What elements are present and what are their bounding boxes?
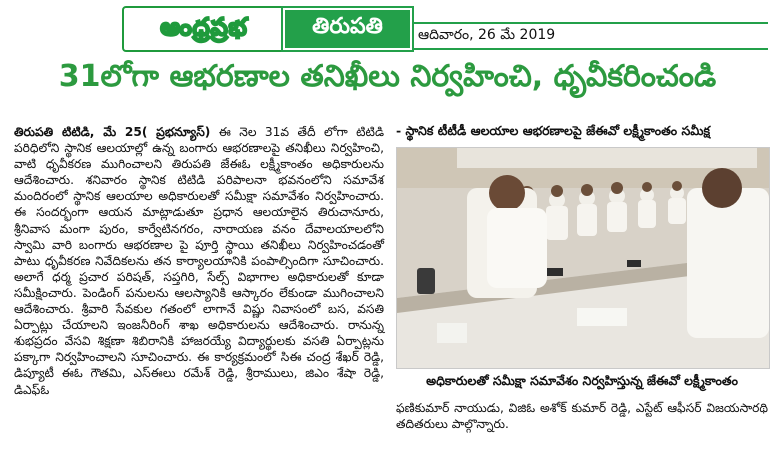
meeting-photo [396,147,770,369]
headline [0,52,775,108]
masthead [8,4,768,50]
photo-caption [396,369,768,395]
article-continuation: ఫణికుమార్ నాయుడు, విజిఓ అశోక్ కుమార్ రెడ్డి, ఎస్టేట్ ఆఫీసర్ విజయసారథి తదితరులు పాల్గొన్నారు. [396,401,768,432]
dateline: తిరుపతి టిటిడి, మే 25( ప్రభన్యూస్) [14,125,211,139]
photo-kicker: - స్థానిక టీటీడీ ఆలయాల ఆభరణాలపై జేఈవో లక్ష్మీకాంతం సమీక్ష [396,123,711,138]
article-body [14,124,384,398]
edition-date: ఆదివారం, 26 మే 2019 [418,26,556,43]
photo-caption-text: అధికారులతో సమీక్షా సమావేశం నిర్వహిస్తున్న జేఈవో లక్ష్మీకాంతం [426,372,738,388]
meeting-photo-illustration [397,148,769,368]
headline-text: 31లోగా ఆభరణాల తనిఖీలు నిర్వహించి, ధృవీకరించండి [58,59,717,94]
newspaper-logo [122,6,286,52]
edition-city: తిరుపతి [283,8,412,50]
logo-text: ఆంధ్రప్రభ [160,11,248,41]
article-text: ఈ నెల 31వ తేదీ లోగా టిటిడి పరిధిలోని స్థానిక ఆలయాల్లో ఉన్న బంగారు ఆభరణాలపై తనిఖీలు నిర్వహించి, వాటి ధృవీకరణ ముగించాలని తిరుపతి జేఈఓ లక్ష్మీకాంతం అధికారులను ఆదేశించారు. శనివారం స్థానిక టిటిడి పరిపాలనా భవనంలోని సమావేశ మందిరంలో స్థానిక ఆలయాల అధికారులతో సమీక్షా సమావేశం నిర్వహించారు. ఈ సందర్భంగా ఆయన మాట్లాడుతూ ప్రధాన ఆలయాలైన తిరుచానూరు, శ్రీనివాస మంగా పురం, కార్వేటినగరం, నారాయణ వనం దేవాలయాలలోని స్వామి వారి బంగారు ఆభరణాల పై పూర్తి స్థాయి తనిఖీలు నిర్వహించడంతో పాటు ధృవీకరణ నివేదికలను తన కార్యాలయానికి పంపాల్సిందిగా సూచించారు. అలాగే ధర్మ ప్రచార పరిషత్, సప్తగిరి, సేల్స్ విభాగాల అధికారులతో కూడా సమీక్షించారు. పెండింగ్ పనులను ఆలస్యానికి ఆస్కారం లేకుండా ముగించాలని ఆదేశించారు. శ్రీవారి సేవకుల గతంలో లాగానే విష్ణు నివాసంలో బస, వసతి ఏర్పాట్లు చేయాలని ఇంజనీరింగ్ శాఖ అధికారులను ఆదేశించారు. రానున్న శుభప్రదం వేసవి శిక్షణా శిబిరానికి హాజరయ్యే విద్యార్థులకు వసతి ఏర్పాట్లను పక్కాగా నిర్వహించాలని సూచించారు. ఈ కార్యక్రమంలో సిఈ చంద్ర శేఖర్ రెడ్డి, డిప్యూటీ ఈఓ గౌతమి, ఎస్ఈలు రమేశ్ రెడ్డి, శ్రీరాములు, జిఎం శేషా రెడ్డి, డిఎఫ్ఓ [14,125,384,397]
date-bar [412,22,768,50]
